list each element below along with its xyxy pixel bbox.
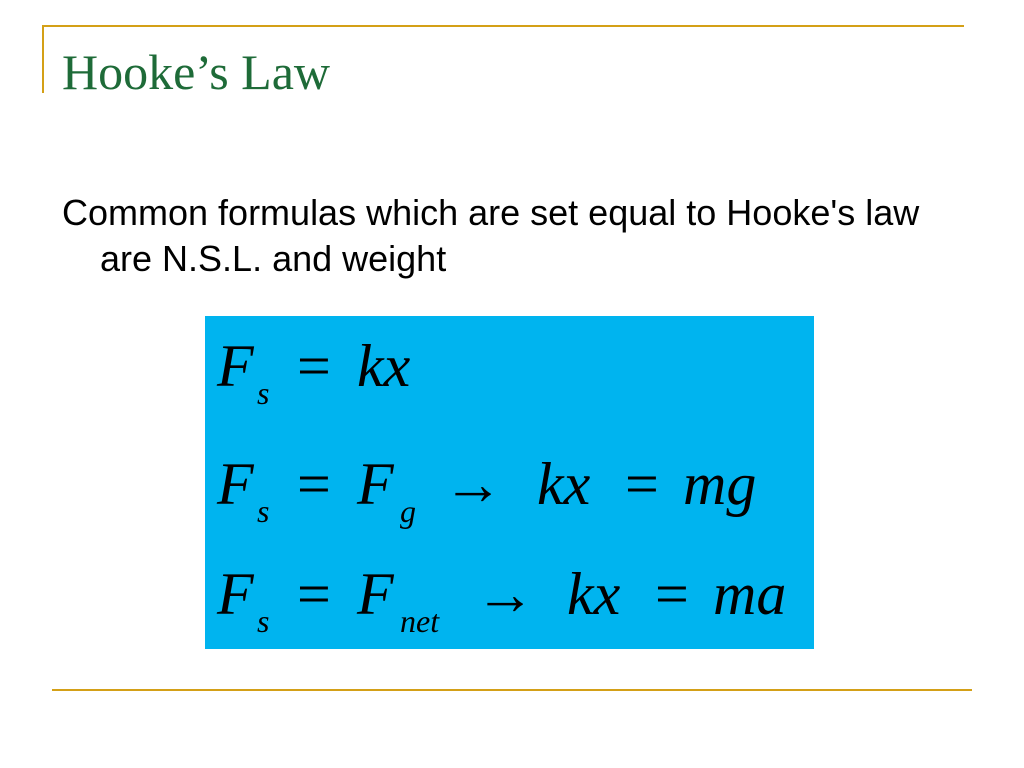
left-rule: [42, 25, 44, 93]
formula-subscript: net: [400, 603, 440, 639]
formula-equals: =: [297, 451, 331, 517]
formula-term: mg: [683, 451, 757, 517]
formula-subscript: g: [400, 493, 416, 529]
slide-title: Hooke’s Law: [62, 44, 330, 100]
formula-subscript: s: [257, 493, 270, 529]
formula-arrow: →: [443, 451, 503, 517]
formula-equations: [205, 316, 814, 649]
formula-equals: =: [625, 451, 659, 517]
formula-line-2: [216, 451, 756, 529]
formula-term: kx: [357, 333, 411, 399]
formula-equals: =: [297, 333, 331, 399]
top-rule: [42, 25, 964, 27]
formula-symbol: F: [357, 451, 394, 517]
formula-symbol: F: [357, 561, 394, 627]
formula-symbol: F: [217, 333, 254, 399]
formula-line-3: [216, 561, 786, 639]
formula-symbol: F: [217, 561, 254, 627]
formula-subscript: s: [257, 603, 270, 639]
slide-body-text: Common formulas which are set equal to Hooke's law are N.S.L. and weight: [62, 192, 920, 279]
formula-line-1: [216, 333, 411, 411]
bottom-rule: [52, 689, 972, 691]
formula-symbol: F: [217, 451, 254, 517]
formula-equals: =: [655, 561, 689, 627]
formula-term: kx: [537, 451, 591, 517]
formula-arrow: →: [475, 561, 535, 627]
formula-term: ma: [713, 561, 787, 627]
formula-subscript: s: [257, 375, 270, 411]
formula-equals: =: [297, 561, 331, 627]
formula-term: kx: [567, 561, 621, 627]
formula-image: [205, 316, 814, 649]
